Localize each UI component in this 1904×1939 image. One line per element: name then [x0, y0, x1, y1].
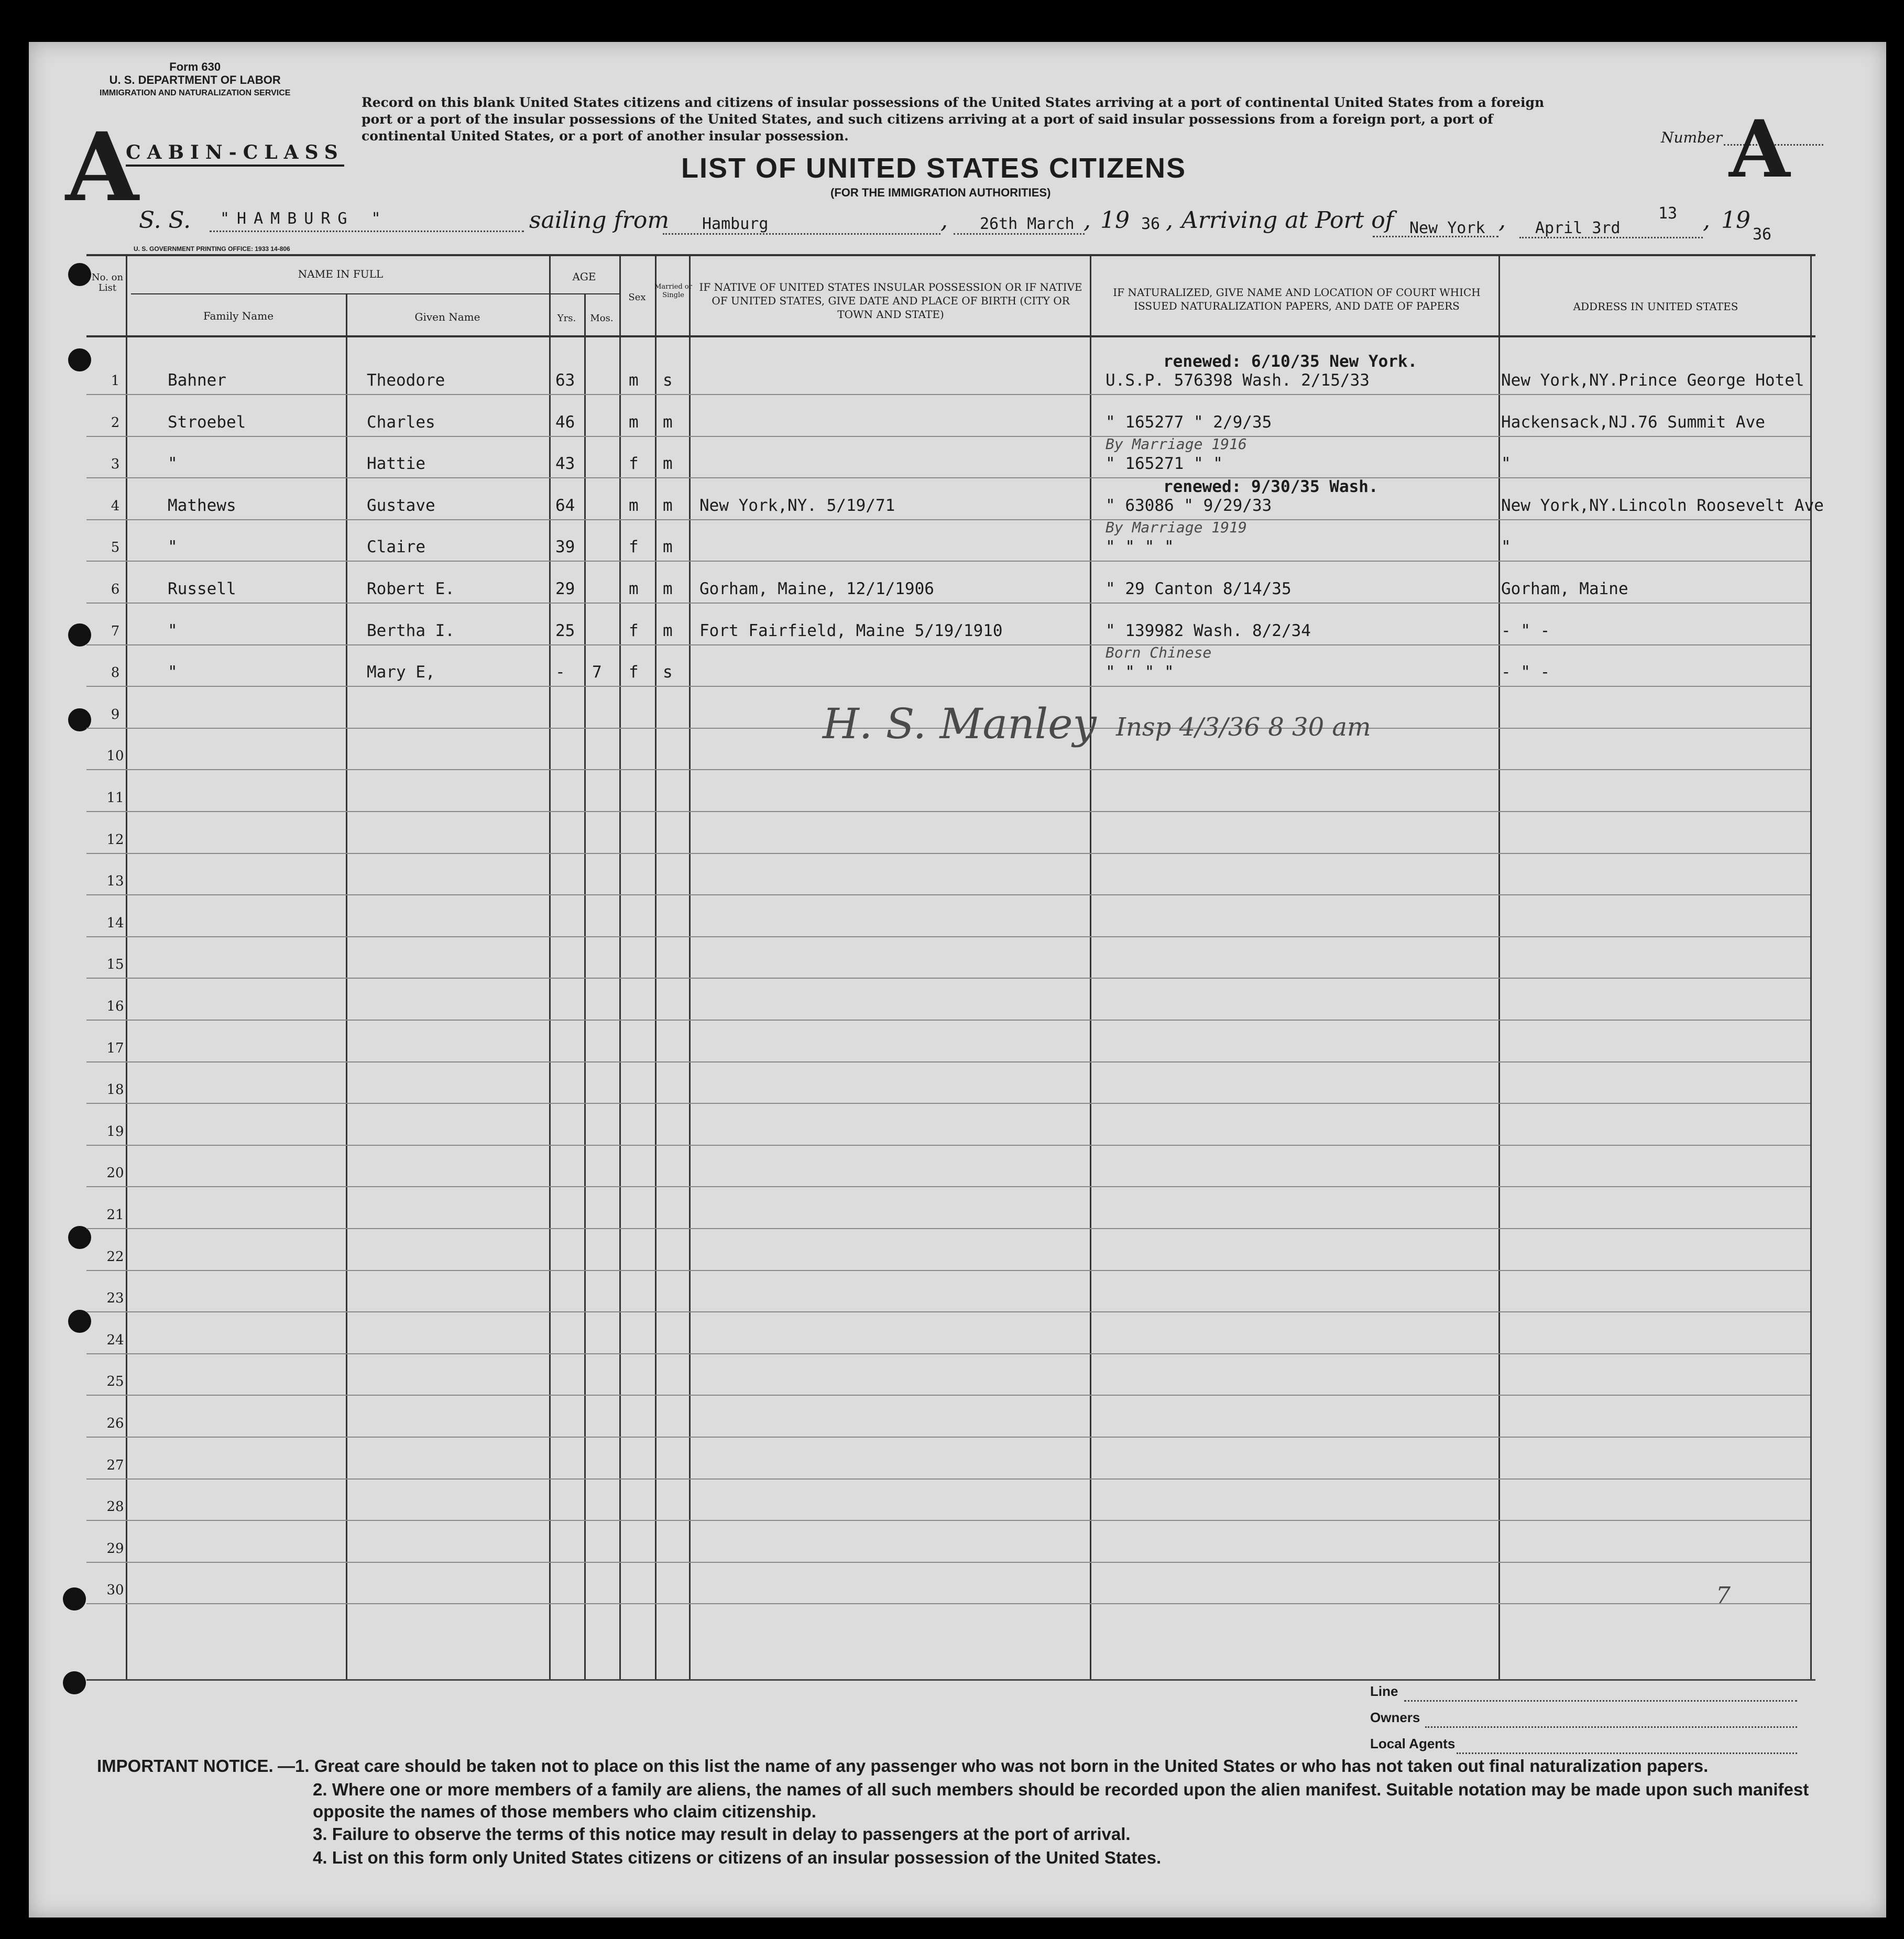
cell-nat: " 63086 " 9/29/33	[1106, 496, 1272, 515]
cell-mos: 7	[592, 663, 602, 682]
col-header-birth: IF NATIVE OF UNITED STATES INSULAR POSSESSION OR IF NATIVE OF UNITED STATES, GIVE DATE AND PLACE OF BIRTH (CITY OR TOWN AND STATE)	[699, 281, 1082, 321]
departure-port: Hamburg	[702, 215, 769, 233]
form-number: Form 630	[169, 60, 221, 73]
cell-given: Theodore	[367, 371, 445, 390]
cell-yrs: 46	[555, 412, 575, 432]
arrival-year: 36	[1753, 225, 1772, 244]
cell-yrs: 25	[555, 621, 575, 640]
col-header-age: AGE	[572, 270, 596, 283]
local-agents-label: Local Agents	[1370, 1736, 1456, 1751]
cell-nat: " 165277 " 2/9/35	[1106, 412, 1272, 432]
cell-given: Hattie	[367, 454, 425, 474]
cell-ms: m	[663, 621, 673, 640]
list-number-letter: A	[1729, 103, 1790, 195]
cell-family: Bahner	[168, 371, 226, 390]
service-name: IMMIGRATION AND NATURALIZATION SERVICE	[100, 89, 291, 97]
row-rule	[86, 1603, 1810, 1604]
cell-nat: " " " "	[1106, 538, 1174, 557]
col-header-family-name: Family Name	[203, 310, 274, 322]
row-rule	[86, 1520, 1810, 1521]
cell-address: "	[1501, 454, 1511, 474]
row-rule	[86, 519, 1810, 520]
cell-family: "	[168, 538, 178, 557]
printing-note: U. S. GOVERNMENT PRINTING OFFICE: 1933 14-806	[134, 245, 290, 253]
row-number: 16	[106, 999, 124, 1014]
cell-naturalization-note: By Marriage 1916	[1106, 435, 1247, 453]
departure-date: 26th March	[980, 215, 1075, 233]
cell-birth: Gorham, Maine, 12/1/1906	[699, 579, 934, 598]
row-number: 21	[106, 1207, 124, 1223]
row-rule	[86, 1478, 1810, 1480]
arrival-port: New York	[1409, 219, 1485, 237]
row-number: 23	[106, 1290, 124, 1307]
cell-address: "	[1501, 538, 1511, 557]
row-number: 5	[111, 540, 120, 556]
row-rule	[86, 1228, 1810, 1229]
cell-sex: f	[629, 538, 639, 557]
cell-given: Charles	[367, 412, 435, 432]
row-rule	[86, 436, 1810, 437]
cell-address: Hackensack,NJ.76 Summit Ave	[1501, 412, 1765, 432]
row-number: 26	[106, 1416, 124, 1431]
cell-sex: m	[629, 412, 639, 432]
row-number: 28	[106, 1499, 124, 1515]
cell-sex: m	[629, 579, 639, 598]
row-rule	[86, 1270, 1810, 1271]
row-rule	[86, 894, 1810, 895]
cell-naturalization-note: renewed: 9/30/35 Wash.	[1163, 477, 1378, 496]
row-number: 3	[111, 456, 120, 473]
arriving-label: Arriving at Port of	[1181, 207, 1394, 234]
class-label: CABIN-CLASS	[126, 141, 344, 167]
notice-4: 4. List on this form only United States citizens or citizens of an insular possession of the United States.	[313, 1848, 1162, 1867]
cell-nat: " 139982 Wash. 8/2/34	[1106, 621, 1311, 640]
cell-address: New York,NY.Prince George Hotel	[1501, 371, 1804, 390]
row-rule	[86, 1437, 1810, 1438]
row-rule	[86, 1562, 1810, 1563]
inspector-signature: H. S. Manley	[823, 699, 1097, 748]
cell-sex: f	[629, 454, 639, 474]
cell-birth: New York,NY. 5/19/71	[699, 496, 895, 515]
col-header-years: Yrs.	[557, 313, 576, 324]
punch-hole	[68, 263, 91, 286]
cell-ms: m	[663, 579, 673, 598]
row-rule	[86, 1186, 1810, 1187]
row-rule	[86, 1103, 1810, 1104]
arrival-year-prefix: 19	[1721, 207, 1750, 234]
col-header-months: Mos.	[590, 313, 614, 324]
punch-hole	[63, 1671, 86, 1694]
cell-naturalization-note: By Marriage 1919	[1106, 519, 1247, 536]
arrival-date-note: 13	[1658, 204, 1678, 223]
row-number: 27	[106, 1457, 124, 1473]
row-rule	[86, 561, 1810, 562]
inspection-note: Insp 4/3/36 8 30 am	[1116, 713, 1371, 742]
cell-yrs: 39	[555, 538, 575, 557]
cell-nat: U.S.P. 576398 Wash. 2/15/33	[1106, 371, 1370, 390]
page-mark: 7	[1716, 1582, 1731, 1609]
cell-nat: " 165271 " "	[1106, 454, 1223, 474]
owners-label: Owners	[1370, 1710, 1420, 1725]
col-header-naturalization: IF NATURALIZED, GIVE NAME AND LOCATION OF COURT WHICH ISSUED NATURALIZATION PAPERS, AND DATE OF PAPERS	[1113, 286, 1481, 312]
cell-ms: s	[663, 371, 673, 390]
row-number: 12	[106, 831, 124, 848]
punch-hole	[68, 1310, 91, 1333]
cell-given: Mary E,	[367, 663, 435, 682]
row-rule	[86, 1395, 1810, 1396]
cell-given: Claire	[367, 538, 425, 557]
row-number: 8	[111, 665, 120, 681]
row-number: 14	[106, 915, 124, 931]
row-number: 17	[106, 1040, 124, 1056]
cell-sex: f	[629, 621, 639, 640]
row-number: 18	[106, 1082, 124, 1098]
cell-yrs: 29	[555, 579, 575, 598]
cell-yrs: 43	[555, 454, 575, 474]
cell-given: Bertha I.	[367, 621, 455, 640]
row-number: 2	[111, 414, 120, 431]
row-rule	[86, 1061, 1810, 1062]
punch-hole	[63, 1587, 86, 1611]
row-number: 29	[106, 1540, 124, 1557]
punch-hole	[68, 348, 91, 371]
col-header-address: ADDRESS IN UNITED STATES	[1573, 300, 1738, 313]
cell-yrs: 63	[555, 371, 575, 390]
row-rule	[86, 936, 1810, 937]
cell-ms: m	[663, 538, 673, 557]
ship-name: "HAMBURG "	[220, 210, 388, 228]
cell-ms: s	[663, 663, 673, 682]
manifest-sheet	[29, 42, 1886, 1918]
row-rule	[86, 1353, 1810, 1354]
cell-naturalization-note: renewed: 6/10/35 New York.	[1163, 352, 1418, 371]
row-rule	[86, 853, 1810, 854]
class-letter: A	[65, 112, 139, 223]
sailing-from-label: sailing from	[529, 207, 670, 234]
cell-nat: " 29 Canton 8/14/35	[1106, 579, 1292, 598]
cell-nat: " " " "	[1106, 663, 1174, 682]
row-number: 19	[106, 1123, 124, 1140]
col-header-married: Married or Single	[654, 283, 692, 299]
row-rule	[86, 978, 1810, 979]
row-number: 4	[111, 498, 120, 514]
department-name: U. S. DEPARTMENT OF LABOR	[109, 73, 281, 86]
row-number: 13	[106, 873, 124, 890]
line-label: Line	[1370, 1683, 1398, 1699]
cell-yrs: -	[555, 663, 565, 682]
row-rule	[86, 602, 1810, 604]
cell-sex: m	[629, 496, 639, 515]
row-rule	[86, 1020, 1810, 1021]
cell-naturalization-note: Born Chinese	[1106, 644, 1212, 662]
instructions-text: Record on this blank United States citizens and citizens of insular possessions of the United States arriving at a port of continental United States from a foreign port or a port of the insular possessions of the United States, and such citizens arriving at a port of said insular possessions from a foreign port, a port of continental United States, or a port of another insular possession.	[362, 95, 1545, 144]
col-header-given-name: Given Name	[414, 311, 480, 323]
cell-family: "	[168, 663, 178, 682]
cell-address: - " -	[1501, 621, 1550, 640]
notice-2: 2. Where one or more members of a family are aliens, the names of all such members should be recorded upon the alien manifest. Suitable notation may be made upon such manifest opposite the names of those members who claim citizenship.	[313, 1780, 1809, 1821]
cell-address: - " -	[1501, 663, 1550, 682]
notice-1: —1. Great care should be taken not to place on this list the name of any passenger who was not born in the United States or who has not taken out final naturalization papers.	[278, 1756, 1709, 1776]
row-rule	[86, 644, 1810, 645]
row-number: 11	[106, 790, 124, 806]
row-number: 7	[111, 623, 120, 639]
col-header-sex: Sex	[628, 292, 646, 303]
cell-family: "	[168, 621, 178, 640]
cell-family: Stroebel	[168, 412, 246, 432]
row-number: 22	[106, 1248, 124, 1265]
cell-family: Mathews	[168, 496, 236, 515]
cell-sex: m	[629, 371, 639, 390]
cell-address: Gorham, Maine	[1501, 579, 1628, 598]
row-number: 20	[106, 1165, 124, 1181]
row-rule	[86, 811, 1810, 812]
cell-ms: m	[663, 454, 673, 474]
cell-address: New York,NY.Lincoln Roosevelt Ave	[1501, 496, 1824, 515]
page-title: LIST OF UNITED STATES CITIZENS	[681, 152, 1186, 184]
cell-yrs: 64	[555, 496, 575, 515]
departure-year: 36	[1141, 215, 1161, 233]
row-rule	[86, 477, 1810, 478]
row-number: 24	[106, 1332, 124, 1348]
number-label: Number	[1661, 129, 1722, 146]
row-number: 9	[111, 706, 120, 722]
cell-ms: m	[663, 496, 673, 515]
col-header-name: NAME IN FULL	[298, 268, 384, 280]
cell-given: Gustave	[367, 496, 435, 515]
row-number: 6	[111, 582, 120, 597]
cell-given: Robert E.	[367, 579, 455, 598]
cell-birth: Fort Fairfield, Maine 5/19/1910	[699, 621, 1003, 640]
punch-hole	[68, 1226, 91, 1249]
form-identifier	[100, 60, 290, 100]
arrival-date: April 3rd	[1535, 219, 1621, 237]
page-subtitle: (FOR THE IMMIGRATION AUTHORITIES)	[830, 186, 1051, 199]
cell-ms: m	[663, 412, 673, 432]
row-number: 10	[106, 748, 124, 764]
punch-hole	[68, 623, 91, 647]
cell-family: "	[168, 454, 178, 474]
notice-title: IMPORTANT NOTICE.	[97, 1756, 273, 1776]
row-rule	[86, 686, 1810, 687]
row-number: 25	[106, 1374, 124, 1390]
cell-sex: f	[629, 663, 639, 682]
row-number: 15	[106, 957, 124, 973]
ss-label: S. S.	[139, 207, 191, 234]
row-rule	[86, 769, 1810, 770]
col-header-number: No. on List	[91, 272, 124, 293]
departure-year-prefix: 19	[1100, 207, 1130, 234]
notice-3: 3. Failure to observe the terms of this notice may result in delay to passengers at the port of arrival.	[313, 1824, 1131, 1844]
row-rule	[86, 394, 1810, 395]
row-number: 1	[111, 373, 120, 389]
row-rule	[86, 1145, 1810, 1146]
cell-family: Russell	[168, 579, 236, 598]
row-rule	[86, 1311, 1810, 1312]
row-number: 30	[106, 1582, 124, 1598]
